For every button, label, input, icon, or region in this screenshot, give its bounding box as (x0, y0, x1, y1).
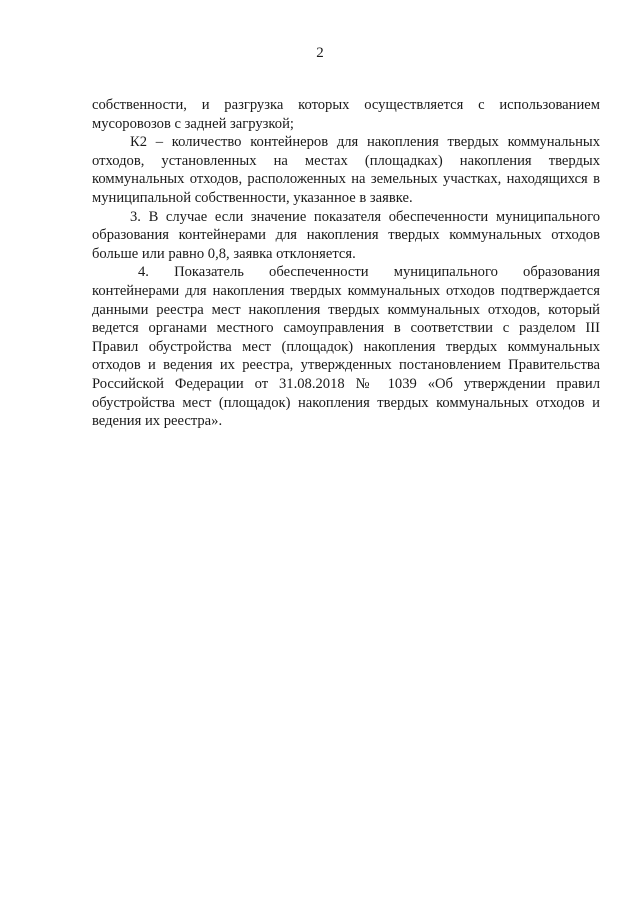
paragraph-item-3: 3. В случае если значение показателя обеспеченности муниципального образования контейнерами для накопления твердых коммунальных отходов больше или равно 0,8, заявка отклоняется. (92, 208, 600, 262)
paragraph-k2-definition: К2 – количество контейнеров для накопления твердых коммунальных отходов, установленных на местах (площадках) накопления твердых коммунальных отходов, расположенных на земельных участках, находящихся в муниципальной собственности, указанное в заявке. (92, 134, 600, 206)
document-body (92, 96, 600, 431)
paragraph-continuation: собственности, и разгрузка которых осуществляется с использованием мусоровозов с задней загрузкой; (92, 97, 600, 132)
paragraph-item-4: 4. Показатель обеспеченности муниципального образования контейнерами для накопления твердых коммунальных отходов подтверждается данными реестра мест накопления твердых коммунальных отходов, который ведется органами местного самоуправления в соответствии с разделом III Правил обустройства мест (площадок) накопления твердых коммунальных отходов и ведения их реестра, утвержденных постановлением Правительства Российской Федерации от 31.08.2018 № 1039 «Об утверждении правил обустройства мест (площадок) накопления твердых коммунальных отходов и ведения их реестра». (92, 264, 600, 430)
page-number: 2 (316, 45, 324, 61)
